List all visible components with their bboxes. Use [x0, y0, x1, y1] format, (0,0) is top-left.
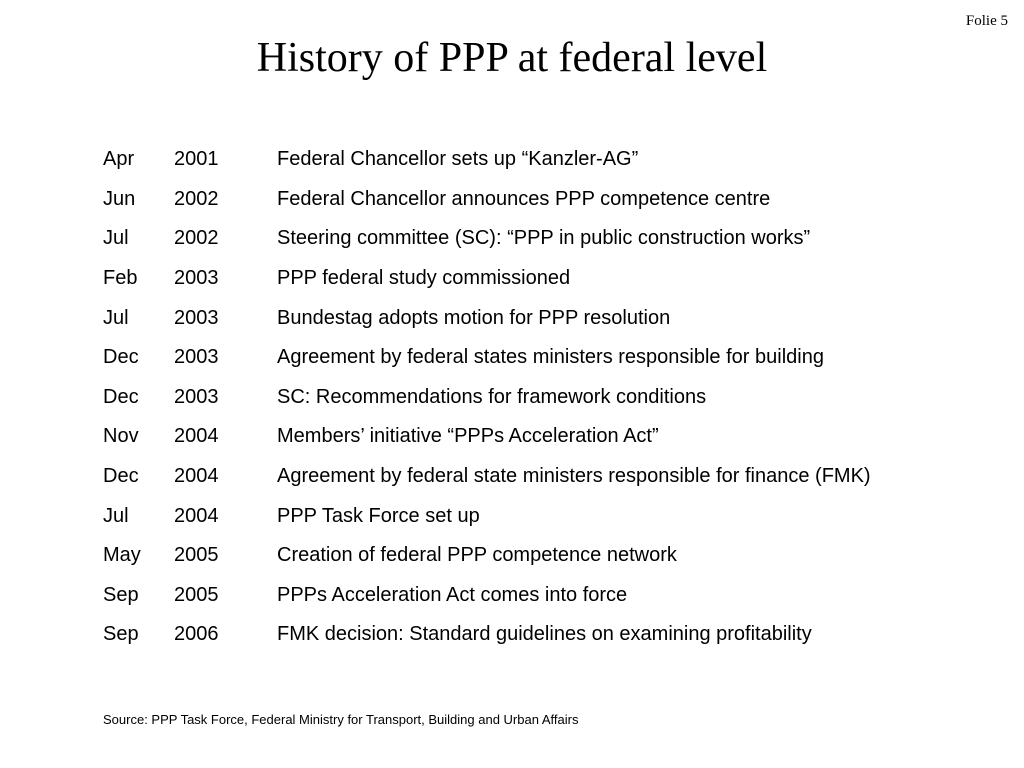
- timeline-row: [103, 338, 871, 378]
- timeline-event: Steering committee (SC): “PPP in public construction works”: [277, 227, 811, 250]
- timeline-row: [103, 219, 871, 259]
- timeline-row: [103, 496, 871, 536]
- timeline-row: [103, 615, 871, 655]
- timeline-row: [103, 536, 871, 576]
- timeline-year: 2003: [174, 346, 219, 369]
- timeline-month: Jul: [103, 227, 129, 250]
- timeline-month: Sep: [103, 623, 139, 646]
- timeline-row: [103, 457, 871, 497]
- timeline-month: Feb: [103, 267, 138, 290]
- timeline-row: [103, 576, 871, 616]
- timeline-year: 2006: [174, 623, 219, 646]
- timeline-month: Dec: [103, 346, 139, 369]
- timeline-row: [103, 417, 871, 457]
- timeline-month: Dec: [103, 385, 139, 408]
- source-note: Source: PPP Task Force, Federal Ministry for Transport, Building and Urban Affairs: [103, 712, 579, 727]
- timeline-year: 2001: [174, 148, 219, 171]
- timeline-row: [103, 140, 871, 180]
- timeline-year: 2002: [174, 227, 219, 250]
- slide-title: History of PPP at federal level: [256, 35, 768, 81]
- timeline-event: FMK decision: Standard guidelines on examining profitability: [277, 623, 812, 646]
- timeline-event: Creation of federal PPP competence network: [277, 544, 677, 567]
- timeline-row: [103, 298, 871, 338]
- timeline-year: 2004: [174, 465, 219, 488]
- timeline-year: 2005: [174, 544, 219, 567]
- timeline-list: [103, 140, 871, 655]
- timeline-event: PPP Task Force set up: [277, 504, 480, 527]
- timeline-year: 2003: [174, 306, 219, 329]
- timeline-month: Jul: [103, 306, 129, 329]
- timeline-event: SC: Recommendations for framework conditions: [277, 385, 707, 408]
- timeline-year: 2003: [174, 385, 219, 408]
- timeline-event: Members’ initiative “PPPs Acceleration Act”: [277, 425, 659, 448]
- timeline-event: Federal Chancellor announces PPP competence centre: [277, 187, 771, 210]
- timeline-month: May: [103, 544, 141, 567]
- timeline-year: 2005: [174, 583, 219, 606]
- timeline-event: PPP federal study commissioned: [277, 267, 571, 290]
- timeline-year: 2003: [174, 267, 219, 290]
- timeline-row: [103, 259, 871, 299]
- timeline-event: Bundestag adopts motion for PPP resolution: [277, 306, 671, 329]
- timeline-month: Jun: [103, 187, 136, 210]
- timeline-event: PPPs Acceleration Act comes into force: [277, 583, 628, 606]
- timeline-month: Apr: [103, 148, 135, 171]
- timeline-event: Agreement by federal states ministers responsible for building: [277, 346, 824, 369]
- timeline-row: [103, 378, 871, 418]
- timeline-month: Jul: [103, 504, 129, 527]
- timeline-event: Federal Chancellor sets up “Kanzler-AG”: [277, 148, 639, 171]
- timeline-year: 2004: [174, 504, 219, 527]
- timeline-month: Sep: [103, 583, 139, 606]
- slide-number: Folie 5: [965, 13, 1008, 29]
- timeline-event: Agreement by federal state ministers responsible for finance (FMK): [277, 465, 871, 488]
- timeline-month: Dec: [103, 465, 139, 488]
- timeline-year: 2004: [174, 425, 219, 448]
- timeline-row: [103, 180, 871, 220]
- timeline-year: 2002: [174, 187, 219, 210]
- timeline-month: Nov: [103, 425, 139, 448]
